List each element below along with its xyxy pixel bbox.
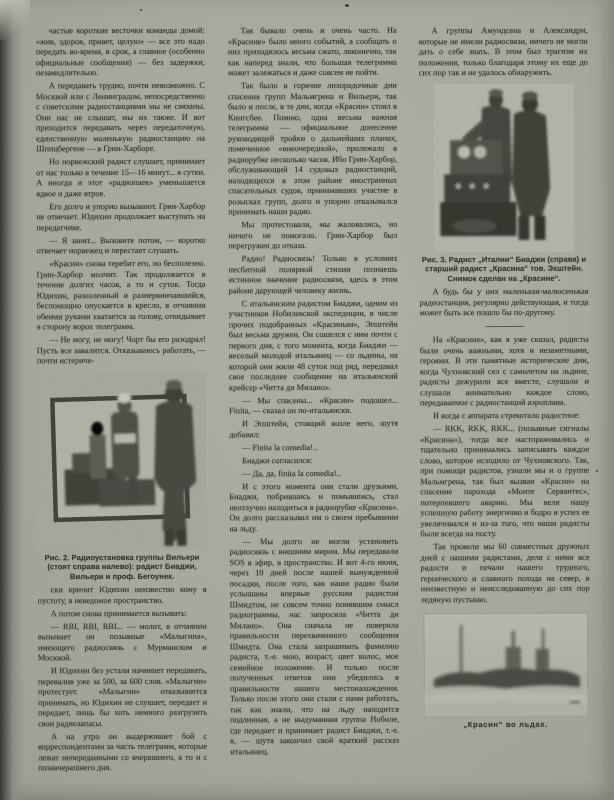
column-left — [36, 26, 208, 799]
paragraph: — RKK, RKK, RKK... (позывные сигналы «Красина»), тогда все настораживались и тщательно принимались записывать каждое слово, которое исходило от Чухновского. Так, при помощи радистов, узнали мы и о группе Мальмгрена, так был вызван «Красин» на спасение парохода «Монте Сервантес», потерпевшего аварию. Мы вели нашу успешную работу энергично и бодро и успех ее увеличивался и из-за того, что наши радисты были всегда на посту. — [420, 423, 590, 539]
scan-speck — [596, 470, 598, 472]
figure-2-photo — [37, 371, 206, 550]
column-middle — [228, 26, 400, 799]
section-divider — [485, 326, 523, 328]
paragraph: Биаджи согласился: — [242, 455, 313, 465]
paragraph: — Мы спасены... «Красин» подошел... Finita, — сказал он по-итальянски. — [228, 395, 398, 416]
paragraph: И Юдихин без устали начинает передавать, перевалив уже за 500, за 600 слов. «Малыгин» протестует. «Малыгин» отказывается принимать, но Юдихин не слушает, передает и передает, лишь бы хоть немного разгрузить свои радиозапасы. — [37, 665, 208, 729]
page-corner-highlight — [0, 0, 30, 40]
paragraph: Радио! Радиосвязь! Только в условиях несбитной полярной стихии познаешь истинное значение радиосвязи, здесь в этом районе дарующей человеку жизнь. — [228, 253, 398, 295]
paragraph: На «Красине», как я уже сказал, радисты были очень важными, хотя и незаметными, героями. В эти памятные исторические дни, когда Чухновский сел с самолетом на льдине, радисты дежурили все вместе, слушали и слушали внимательно каждое слово, передаваемое с радиостанций аэроплана. — [419, 334, 589, 408]
figure-3-photo — [433, 83, 574, 251]
figure-ship — [421, 613, 590, 730]
paragraph: А группы Амундсена и Александри, которые не имели радиосвязи, ничего не могли дать о себе знать. В этом был трагизм их положения, только благодаря этому их еще до сих пор так и не удалось обнаружить. — [418, 25, 588, 78]
paragraph: — RBI, RBI, RBI... — молит, в отчаянии вызывает он позывные «Малыгина», имеющего радиосвязь с Мурманском и Москвой. — [37, 621, 207, 663]
column-right — [419, 26, 591, 799]
paragraph: А на утро он выдерживает бой с корреспондентами за часть телеграмм, которые лежат непереданными со вчерашнего, а то и с позавчерашнего дня. — [38, 731, 208, 773]
paragraph: А передавать трудно, почти невозможно. С Москвой или с Ленинградом, непосредственно с советскими радиостанциями мы не связаны. Они нас не слышат, мы их также. И вот приходится передавать через передаточную, единственную маленькую радиостанцию на Шпицбергене — в Грин-Харборе. — [35, 80, 206, 154]
paragraph: — Я занят... Вызовите потом, — коротко отвечает норвежец и перестает слушать. — [36, 235, 206, 256]
book-gutter-shadow — [0, 0, 24, 800]
figure-3 — [419, 83, 589, 283]
paragraph: — Мы долго не могли установить радиосвязь с внешним миром. Мы передавали SOS в эфир, в пространство. И вот 4-го июня, через 10 дней после нашей вынужденной посадки, после того, как наши радио были услышаны впервые русским радистом Шмидтом, не совсем точно понявшим смысл радиограммы, нас запросила «Читта ди Милано». Она сначала не поверила правильности перехваченного сообщения Шмидта. Она стала запрашивать фамилию радиста, т.-е. мою, возраст, цвет волос, мое семейное положение. И только после полученных ответов они убедились в правильности нашего местонахождения. Только после этого они стали с нами работать, так как знали, что на льду находится подлинная, а не выдуманная группа Нобиле, где передает и принимает радист Биаджи, т.-е. я, — шутя закончил свой краткий рассказ итальянец. — [229, 536, 400, 756]
figure-3-caption: Рис. 3. Радист „Италии“ Биаджи (справа) и старший радист „Красина“ тов. Экштейн. Снимок сделан на „Красине“. — [421, 254, 587, 283]
paragraph: И Эпштейн, стоящий возле него, шутя добавил: — [229, 418, 399, 439]
paragraph: ски кричит Юдихин неизвестно кому в пустоту, в неведомое пространство. — [37, 584, 207, 606]
paragraph: Мы протестовали, мы жаловались, но ничего не помогало. Грин-Харбор был перегружен до отказа. — [228, 219, 398, 251]
paragraph: частые короткие весточки команды домой: «жив, здоров, привет, целую» — все это надо передать во-время, в срок, а главное (особенно официальные сообщения) — без задержки, незамедлительно. — [35, 25, 205, 78]
paragraph: Так провели мы 60 совместных дружных дней с нашими радистами, деля с ними все радости и печали нашего трудного, героического и славного похода на север, в неизвестную и неисследованную до сих пор ледяную пустыню. — [420, 541, 590, 605]
paragraph: «Красин» снова теребит его, но бесполезно. Грин-Харбор молчит. Так продолжается в течение долгих часов, а то и суток. Тогда Юдихин, разозленный и разнервничавшийся, беспомощно опускается в кресло, в отчаянии обеими руками хватается за голову, откидывает в сторону ворох телеграмм. — [36, 258, 206, 332]
paragraph: И когда с аппарата стрекотало радостное: — [432, 411, 580, 421]
paragraph: Так бывало очень и очень часто. На «Красине» было много событий, а сообщать о них приходилось весьма сжато, лаконично, так как наперед знали, что большая телеграмма может залежаться и даже совсем не пойти. — [227, 25, 397, 78]
figure-2-caption: Рис. 2. Радиоустановка группы Вильери (стоят справа налево): радист Биаджи, Вильери и проф. Бегоунек. — [44, 552, 200, 581]
paragraph: — Finita la comedia!.. — [242, 442, 318, 452]
ship-caption: „Красин“ во льдах. — [463, 720, 548, 730]
paragraph: С итальянским радистом Биаджи, одним из участников Нобилевской экспедиции, в числе прочих подобранных «Красиным», Эпштейн был весьма дружен. Он сошелся с ним почти с первого дня, с того момента, когда Биаджи — веселый молодой итальянец — со льдины, на которой они жили 48 суток под ряд, передавал свое последнее сообщение на итальянский крейсер «Читта ди Милано». — [228, 298, 398, 392]
paragraph: — Да, да, finita la comedia!.. — [242, 468, 341, 478]
paragraph: Но норвежский радист слушает, принимает от нас только в течение 15—16 минут... в сутки. А иногда и этот «радиопаек» уменьшается вдвое и даже втрое. — [36, 156, 206, 198]
scan-speck — [345, 4, 349, 7]
ship-photo — [423, 613, 587, 718]
paragraph: А потом снова принимается вызывать: — [50, 608, 188, 619]
paragraph: И с этого момента они стали друзьями. Биаджи, побрившись и помывшись, стал неотлучно находиться в радиорубке «Красина». Он долго рассказывал им о своем пребывании на льду. — [229, 481, 399, 533]
scan-speck — [140, 9, 142, 11]
paragraph: А будь бы у них маленькая-малюсенькая радиостанция, регулярно действующая, и тогда может быть все пошло бы по-другому. — [419, 286, 589, 318]
paragraph: Его долго и упорно вызывают. Грин-Харбор не отвечает. Юдихин продолжает выступать на передатчике. — [36, 201, 206, 232]
paragraph: — Не могу, не могу! Чорт бы его разодрал! Пусть все завалится. Отказываюсь работать, — почти истериче- — [36, 334, 206, 366]
paragraph: Так было в горячие лихорадочные дни спасения групп Мальмгрена и Вильери, так было и после, в те дни, когда «Красин» стоял в Кингсбее. Помню, одна весьма важная телеграмма — официальное донесение руководящей тройки о дальнейших планах, помеченное «внеочередной», пролежало в радиорубке несколько часов. Ибо Грин-Харбор, обслуживающий 14 судовых радиостанций, находящихся в этом районе иностранных спасательных судов, принимавших участие в розысках групп, долго и упорно отказывался принимать наши радио. — [227, 80, 398, 217]
figure-2 — [37, 371, 207, 581]
